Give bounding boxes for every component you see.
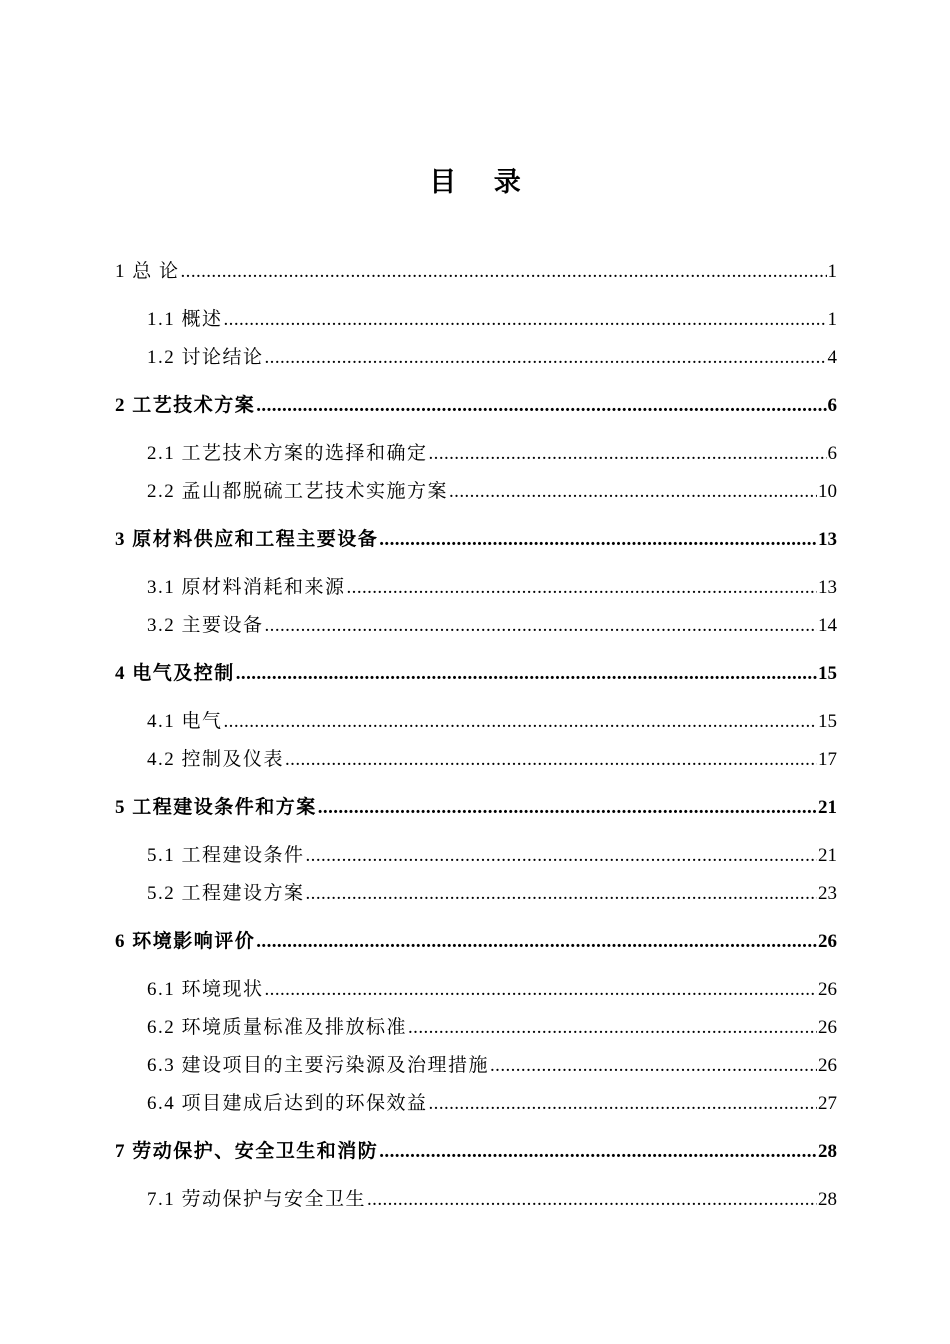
toc-dot-leader bbox=[429, 1085, 817, 1123]
page-title: 目 录 bbox=[429, 167, 535, 198]
toc-section-entry[interactable] bbox=[115, 1085, 837, 1123]
toc-entry-label: 3 原材料供应和工程主要设备 bbox=[115, 529, 379, 550]
toc-entry-label: 5.2 工程建设方案 bbox=[147, 883, 305, 904]
toc-dot-leader bbox=[236, 655, 817, 693]
toc-page-number: 15 bbox=[818, 711, 837, 732]
toc-page-number: 21 bbox=[818, 797, 837, 818]
toc-section-entry[interactable] bbox=[115, 569, 837, 607]
table-of-contents bbox=[115, 253, 837, 1219]
toc-page-number: 15 bbox=[818, 663, 837, 684]
toc-dot-leader bbox=[306, 875, 817, 913]
toc-dot-leader bbox=[256, 923, 817, 961]
toc-page-number: 17 bbox=[818, 749, 837, 770]
toc-chapter-entry[interactable] bbox=[115, 1133, 837, 1171]
toc-page-number: 13 bbox=[818, 577, 837, 598]
toc-section-entry[interactable] bbox=[115, 607, 837, 645]
toc-entry-label: 1 总 论 bbox=[115, 261, 180, 282]
toc-entry-label: 6 环境影响评价 bbox=[115, 931, 256, 952]
toc-section-entry[interactable] bbox=[115, 1047, 837, 1085]
toc-entry-label: 7 劳动保护、安全卫生和消防 bbox=[115, 1141, 379, 1162]
toc-page-number: 27 bbox=[818, 1093, 837, 1114]
toc-section-entry[interactable] bbox=[115, 339, 837, 377]
toc-dot-leader bbox=[490, 1047, 817, 1085]
toc-dot-leader bbox=[379, 521, 817, 559]
toc-entry-label: 1.2 讨论结论 bbox=[147, 347, 264, 368]
toc-chapter-entry[interactable] bbox=[115, 655, 837, 693]
toc-entry-label: 5.1 工程建设条件 bbox=[147, 845, 305, 866]
toc-section-entry[interactable] bbox=[115, 473, 837, 511]
toc-chapter-entry[interactable] bbox=[115, 521, 837, 559]
toc-entry-label: 4 电气及控制 bbox=[115, 663, 235, 684]
toc-dot-leader bbox=[265, 339, 827, 377]
toc-dot-leader bbox=[347, 569, 817, 607]
toc-page-number: 28 bbox=[818, 1189, 837, 1210]
toc-page-number: 28 bbox=[818, 1141, 837, 1162]
toc-entry-label: 2.1 工艺技术方案的选择和确定 bbox=[147, 443, 428, 464]
toc-page-number: 1 bbox=[827, 261, 837, 282]
toc-page-number: 23 bbox=[818, 883, 837, 904]
toc-page-number: 13 bbox=[818, 529, 837, 550]
toc-dot-leader bbox=[256, 387, 826, 425]
toc-section-entry[interactable] bbox=[115, 837, 837, 875]
toc-entry-label: 4.2 控制及仪表 bbox=[147, 749, 285, 770]
toc-page-number: 26 bbox=[818, 931, 837, 952]
toc-dot-leader bbox=[224, 301, 827, 339]
toc-entry-label: 3.2 主要设备 bbox=[147, 615, 264, 636]
toc-page-number: 6 bbox=[827, 443, 837, 464]
toc-entry-label: 2.2 孟山都脱硫工艺技术实施方案 bbox=[147, 481, 449, 502]
toc-entry-label: 4.1 电气 bbox=[147, 711, 223, 732]
toc-dot-leader bbox=[429, 435, 827, 473]
toc-entry-label: 6.1 环境现状 bbox=[147, 979, 264, 1000]
toc-section-entry[interactable] bbox=[115, 301, 837, 339]
toc-section-entry[interactable] bbox=[115, 875, 837, 913]
toc-page-number: 4 bbox=[827, 347, 837, 368]
toc-dot-leader bbox=[265, 607, 817, 645]
toc-entry-label: 6.3 建设项目的主要污染源及治理措施 bbox=[147, 1055, 490, 1076]
toc-dot-leader bbox=[181, 253, 827, 291]
toc-entry-label: 5 工程建设条件和方案 bbox=[115, 797, 317, 818]
toc-page-number: 10 bbox=[818, 481, 837, 502]
toc-section-entry[interactable] bbox=[115, 1181, 837, 1219]
toc-dot-leader bbox=[408, 1009, 817, 1047]
toc-dot-leader bbox=[379, 1133, 817, 1171]
toc-entry-label: 3.1 原材料消耗和来源 bbox=[147, 577, 346, 598]
toc-page-number: 14 bbox=[818, 615, 837, 636]
toc-dot-leader bbox=[318, 789, 817, 827]
toc-entry-label: 7.1 劳动保护与安全卫生 bbox=[147, 1189, 367, 1210]
toc-section-entry[interactable] bbox=[115, 971, 837, 1009]
toc-section-entry[interactable] bbox=[115, 741, 837, 779]
toc-entry-label: 6.4 项目建成后达到的环保效益 bbox=[147, 1093, 428, 1114]
toc-page-number: 26 bbox=[818, 1017, 837, 1038]
toc-entry-label: 2 工艺技术方案 bbox=[115, 395, 256, 416]
toc-dot-leader bbox=[265, 971, 817, 1009]
toc-chapter-entry[interactable] bbox=[115, 253, 837, 291]
toc-section-entry[interactable] bbox=[115, 1009, 837, 1047]
toc-chapter-entry[interactable] bbox=[115, 923, 837, 961]
toc-entry-label: 6.2 环境质量标准及排放标准 bbox=[147, 1017, 408, 1038]
toc-section-entry[interactable] bbox=[115, 703, 837, 741]
toc-page-number: 26 bbox=[818, 1055, 837, 1076]
toc-page-number: 26 bbox=[818, 979, 837, 1000]
toc-dot-leader bbox=[449, 473, 817, 511]
toc-chapter-entry[interactable] bbox=[115, 789, 837, 827]
toc-page-number: 21 bbox=[818, 845, 837, 866]
toc-dot-leader bbox=[285, 741, 817, 779]
toc-page-number: 1 bbox=[827, 309, 837, 330]
toc-dot-leader bbox=[224, 703, 817, 741]
toc-dot-leader bbox=[306, 837, 817, 875]
toc-page-number: 6 bbox=[827, 395, 837, 416]
toc-dot-leader bbox=[367, 1181, 817, 1219]
toc-entry-label: 1.1 概述 bbox=[147, 309, 223, 330]
toc-chapter-entry[interactable] bbox=[115, 387, 837, 425]
toc-section-entry[interactable] bbox=[115, 435, 837, 473]
